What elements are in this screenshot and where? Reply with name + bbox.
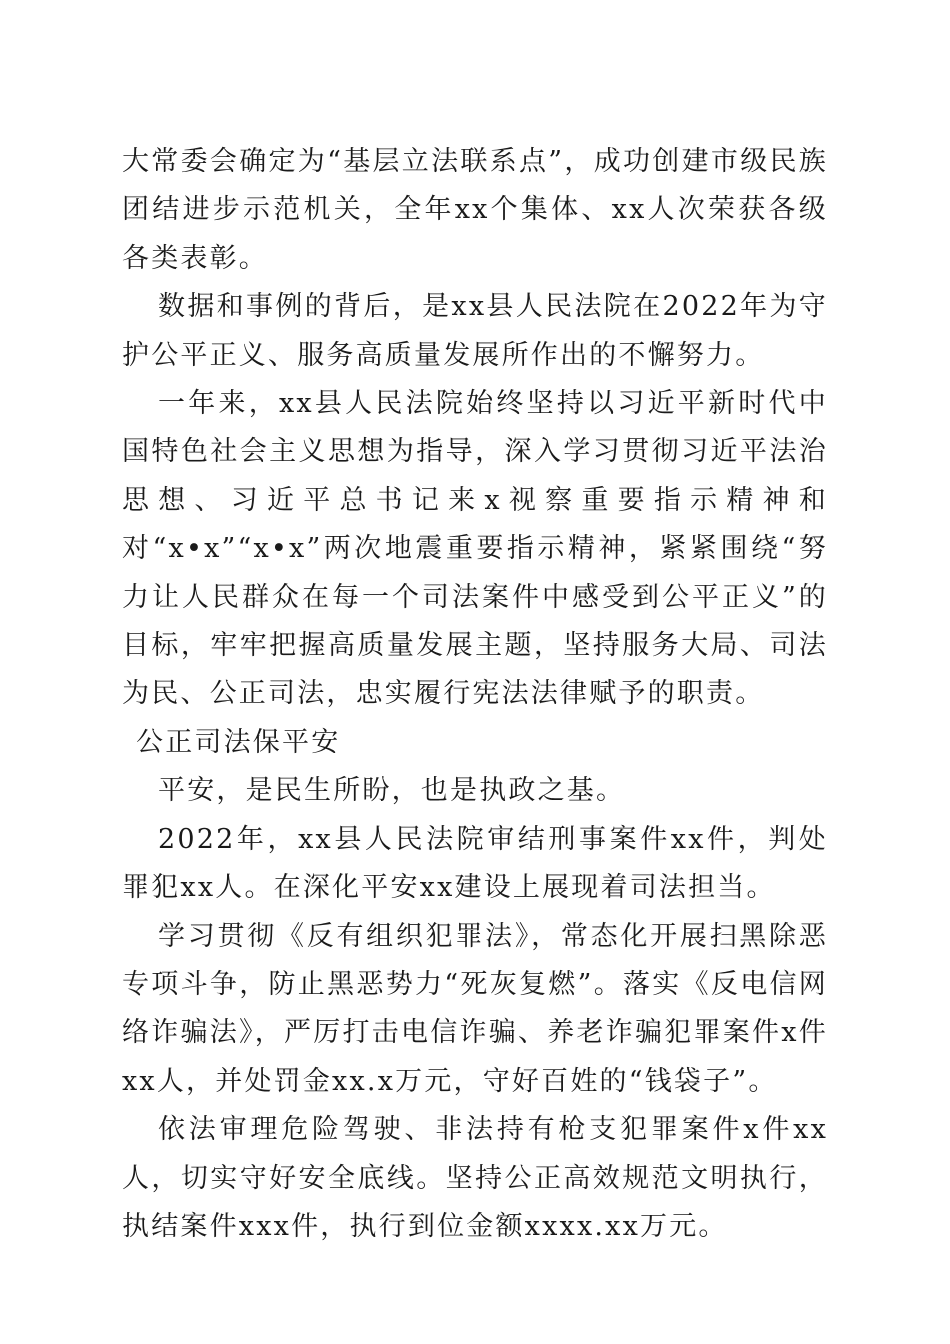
paragraph-continuation: 大常委会确定为“基层立法联系点”，成功创建市级民族团结进步示范机关，全年xx个集体、xx人次荣获各级各类表彰。 <box>122 146 828 274</box>
document-body <box>122 138 828 1251</box>
paragraph-data-background: 数据和事例的背后，是xx县人民法院在2022年为守护公平正义、服务高质量发展所作出的不懈努力。 <box>122 291 828 371</box>
paragraph-year-summary: 一年来，xx县人民法院始终坚持以习近平新时代中国特色社会主义思想为指导，深入学习贯彻习近平法治思想、习近平总书记来x视察重要指示精神和对“x•x”“x•x”两次地震重要指示精神，紧紧围绕“努力让人民群众在每一个司法案件中感受到公平正义”的目标，牢牢把握高质量发展主题，坚持服务大局、司法为民、公正司法，忠实履行宪法法律赋予的职责。 <box>122 388 828 710</box>
paragraph-organized-crime: 学习贯彻《反有组织犯罪法》，常态化开展扫黑除恶专项斗争，防止黑恶势力“死灰复燃”。落实《反电信网络诈骗法》，严厉打击电信诈骗、养老诈骗犯罪案件x件xx人，并处罚金xx.x万元，守好百姓的“钱袋子”。 <box>122 920 828 1097</box>
section-heading: 公正司法保平安 <box>136 726 341 758</box>
paragraph-safety: 平安，是民生所盼，也是执政之基。 <box>158 775 626 807</box>
paragraph-criminal-cases: 2022年，xx县人民法院审结刑事案件xx件，判处罪犯xx人。在深化平安xx建设上展现着司法担当。 <box>122 823 828 904</box>
paragraph-enforcement: 依法审理危险驾驶、非法持有枪支犯罪案件x件xx人，切实守好安全底线。坚持公正高效规范文明执行，执结案件xxx件，执行到位金额xxxx.xx万元。 <box>122 1114 828 1242</box>
